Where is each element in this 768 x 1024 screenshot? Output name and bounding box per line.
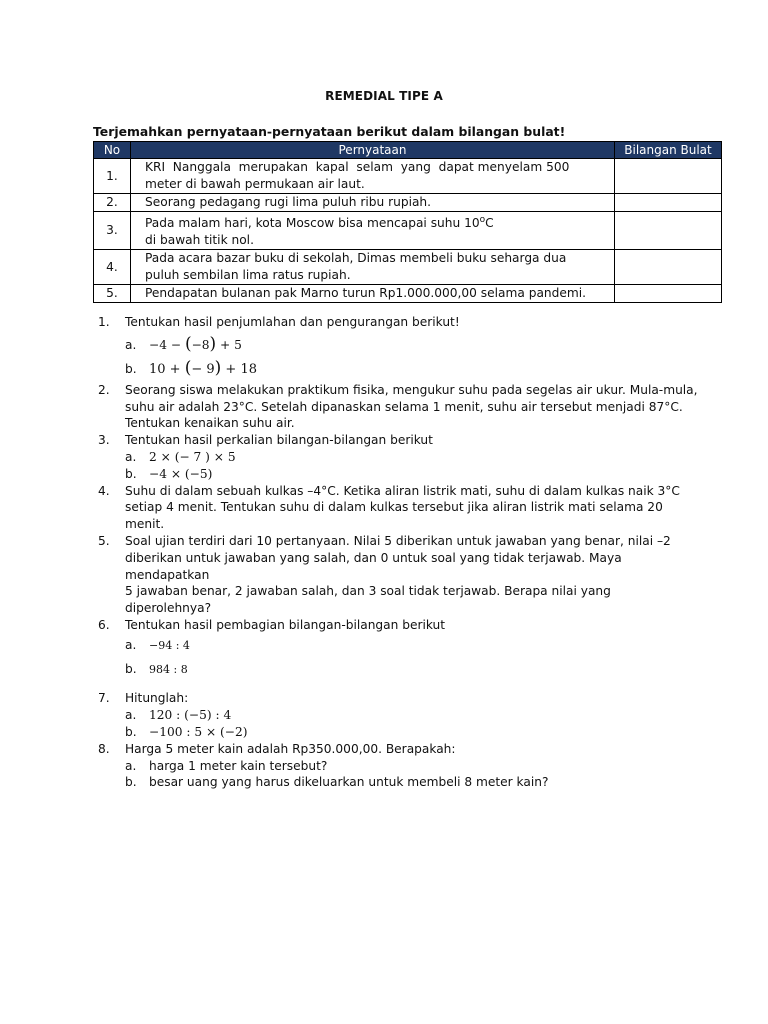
statement-line-with-unit bbox=[145, 212, 604, 232]
statement-line: meter di bawah permukaan air laut. bbox=[145, 177, 365, 191]
question-line: suhu air adalah 23°C. Setelah dipanaskan selama 1 menit, suhu air tersebut menjadi 87°C. bbox=[125, 399, 683, 414]
question-number: 7. bbox=[98, 691, 110, 706]
question-6 bbox=[98, 617, 698, 678]
sub-question-b bbox=[125, 466, 698, 483]
statement-cell bbox=[131, 194, 615, 212]
question-1 bbox=[98, 314, 698, 381]
math-expression: 2 × (− 7 ) × 5 bbox=[149, 449, 236, 464]
question-line: Seorang siswa melakukan praktikum fisika, mengukur suhu pada segelas air ukur. Mula-mula, bbox=[125, 382, 698, 397]
sub-question-b bbox=[125, 724, 698, 741]
unit-text: C bbox=[485, 216, 494, 231]
question-number: 6. bbox=[98, 617, 110, 632]
page-title: REMEDIAL TIPE A bbox=[325, 89, 443, 103]
question-line: diberikan untuk jawaban yang salah, dan 0 untuk soal yang tidak terjawab. Maya mendapatkan bbox=[125, 550, 622, 582]
degree-sup: o bbox=[479, 215, 486, 225]
expr-part: + 5 bbox=[216, 337, 242, 352]
statement-line: Pada malam hari, kota Moscow bisa mencapai suhu 10 bbox=[145, 216, 480, 231]
sub-letter: b. bbox=[125, 775, 137, 790]
question-number: 3. bbox=[98, 433, 110, 448]
sub-question-b bbox=[125, 661, 698, 679]
question-4 bbox=[98, 483, 698, 533]
header-pernyataan: Pernyataan bbox=[131, 142, 615, 159]
row-number: 4. bbox=[94, 250, 131, 285]
question-number: 1. bbox=[98, 315, 110, 329]
paren-open: ( bbox=[184, 333, 192, 354]
sub-question-a bbox=[125, 333, 698, 357]
paren-close: ) bbox=[209, 333, 217, 354]
question-line: Tentukan kenaikan suhu air. bbox=[125, 416, 295, 431]
question-2 bbox=[98, 382, 698, 432]
statement-line: Pendapatan bulanan pak Marno turun Rp1.000.000,00 selama pandemi. bbox=[145, 286, 587, 301]
statement-line: puluh sembilan lima ratus rupiah. bbox=[145, 268, 351, 283]
table-row bbox=[94, 159, 722, 194]
question-text: Hitunglah: bbox=[125, 691, 189, 706]
expr-part: −8 bbox=[191, 337, 210, 352]
question-text: Harga 5 meter kain adalah Rp350.000,00. Berapakah: bbox=[125, 741, 456, 756]
math-expression: −4 × (−5) bbox=[149, 466, 213, 481]
sub-letter: a. bbox=[125, 449, 137, 464]
sub-letter: b. bbox=[125, 466, 137, 481]
answer-cell[interactable] bbox=[615, 159, 722, 194]
sub-question-a bbox=[125, 758, 698, 775]
sub-letter: b. bbox=[125, 361, 137, 376]
statement-line: Pada acara bazar buku di sekolah, Dimas membeli buku seharga dua bbox=[145, 251, 567, 266]
sub-letter: a. bbox=[125, 637, 137, 652]
paren-open: ( bbox=[184, 357, 192, 378]
sub-question-b bbox=[125, 774, 698, 791]
sub-letter: b. bbox=[125, 661, 137, 676]
sub-letter: a. bbox=[125, 337, 137, 352]
table-instruction: Terjemahkan pernyataan-pernyataan berikut dalam bilangan bulat! bbox=[93, 124, 566, 139]
statement-cell bbox=[131, 212, 615, 250]
statement-cell bbox=[131, 285, 615, 303]
statements-table bbox=[93, 141, 722, 303]
question-3 bbox=[98, 432, 698, 482]
question-text: Tentukan hasil penjumlahan dan pengurangan berikut! bbox=[125, 315, 460, 329]
answer-cell[interactable] bbox=[615, 212, 722, 250]
question-7 bbox=[98, 690, 698, 740]
statement-cell bbox=[131, 159, 615, 194]
question-number: 2. bbox=[98, 382, 110, 397]
sub-question-a bbox=[125, 707, 698, 724]
math-expression bbox=[149, 333, 242, 354]
question-text: Tentukan hasil perkalian bilangan-bilangan berikut bbox=[125, 433, 433, 448]
sub-letter: a. bbox=[125, 708, 137, 723]
question-8 bbox=[98, 741, 698, 791]
sub-letter: b. bbox=[125, 724, 137, 739]
question-number: 4. bbox=[98, 483, 110, 498]
question-line: setiap 4 menit. Tentukan suhu di dalam kulkas tersebut jika aliran listrik mati selama 20 menit. bbox=[125, 500, 663, 532]
table-row bbox=[94, 212, 722, 250]
math-expression: 984 : 8 bbox=[149, 662, 188, 676]
sub-question-text: besar uang yang harus dikeluarkan untuk membeli 8 meter kain? bbox=[149, 775, 549, 790]
expr-part: − 9 bbox=[191, 361, 215, 377]
answer-cell[interactable] bbox=[615, 285, 722, 303]
sub-question-b bbox=[125, 357, 698, 381]
paren-close: ) bbox=[214, 357, 222, 378]
row-number: 3. bbox=[94, 212, 131, 250]
row-number: 2. bbox=[94, 194, 131, 212]
statement-line: Seorang pedagang rugi lima puluh ribu rupiah. bbox=[145, 195, 432, 209]
math-expression bbox=[149, 357, 257, 378]
sub-question-text: harga 1 meter kain tersebut? bbox=[149, 758, 328, 773]
row-number: 5. bbox=[94, 285, 131, 303]
question-text: Tentukan hasil pembagian bilangan-bilangan berikut bbox=[125, 617, 446, 632]
header-no: No bbox=[94, 142, 131, 159]
table-row bbox=[94, 285, 722, 303]
expr-part: −4 − bbox=[149, 337, 185, 352]
sub-question-a bbox=[125, 449, 698, 466]
math-expression: −100 : 5 × (−2) bbox=[149, 724, 248, 739]
table-row bbox=[94, 194, 722, 212]
answer-cell[interactable] bbox=[615, 194, 722, 212]
question-number: 5. bbox=[98, 533, 110, 548]
question-5 bbox=[98, 533, 698, 617]
statement-line: KRI Nanggala merupakan kapal selam yang dapat menyelam 500 bbox=[145, 160, 570, 174]
table-header-row bbox=[94, 142, 722, 159]
math-expression: −94 : 4 bbox=[149, 638, 190, 652]
row-number: 1. bbox=[94, 159, 131, 194]
expr-part: + 18 bbox=[221, 361, 257, 377]
math-expression: 120 : (−5) : 4 bbox=[149, 708, 232, 723]
table-row bbox=[94, 250, 722, 285]
question-line: 5 jawaban benar, 2 jawaban salah, dan 3 soal tidak terjawab. Berapa nilai yang diperolehnya? bbox=[125, 584, 611, 616]
question-number: 8. bbox=[98, 741, 110, 756]
header-bilangan-bulat: Bilangan Bulat bbox=[615, 142, 722, 159]
sub-question-a bbox=[125, 637, 698, 655]
expr-part: 10 + bbox=[149, 361, 185, 377]
statement-line: di bawah titik nol. bbox=[145, 233, 254, 248]
question-list bbox=[98, 314, 698, 791]
answer-cell[interactable] bbox=[615, 250, 722, 285]
question-line: Soal ujian terdiri dari 10 pertanyaan. Nilai 5 diberikan untuk jawaban yang benar, nilai –2 bbox=[125, 533, 671, 548]
question-line: Suhu di dalam sebuah kulkas –4°C. Ketika aliran listrik mati, suhu di dalam kulkas naik 3°C bbox=[125, 483, 680, 498]
statement-cell bbox=[131, 250, 615, 285]
sub-letter: a. bbox=[125, 758, 137, 773]
